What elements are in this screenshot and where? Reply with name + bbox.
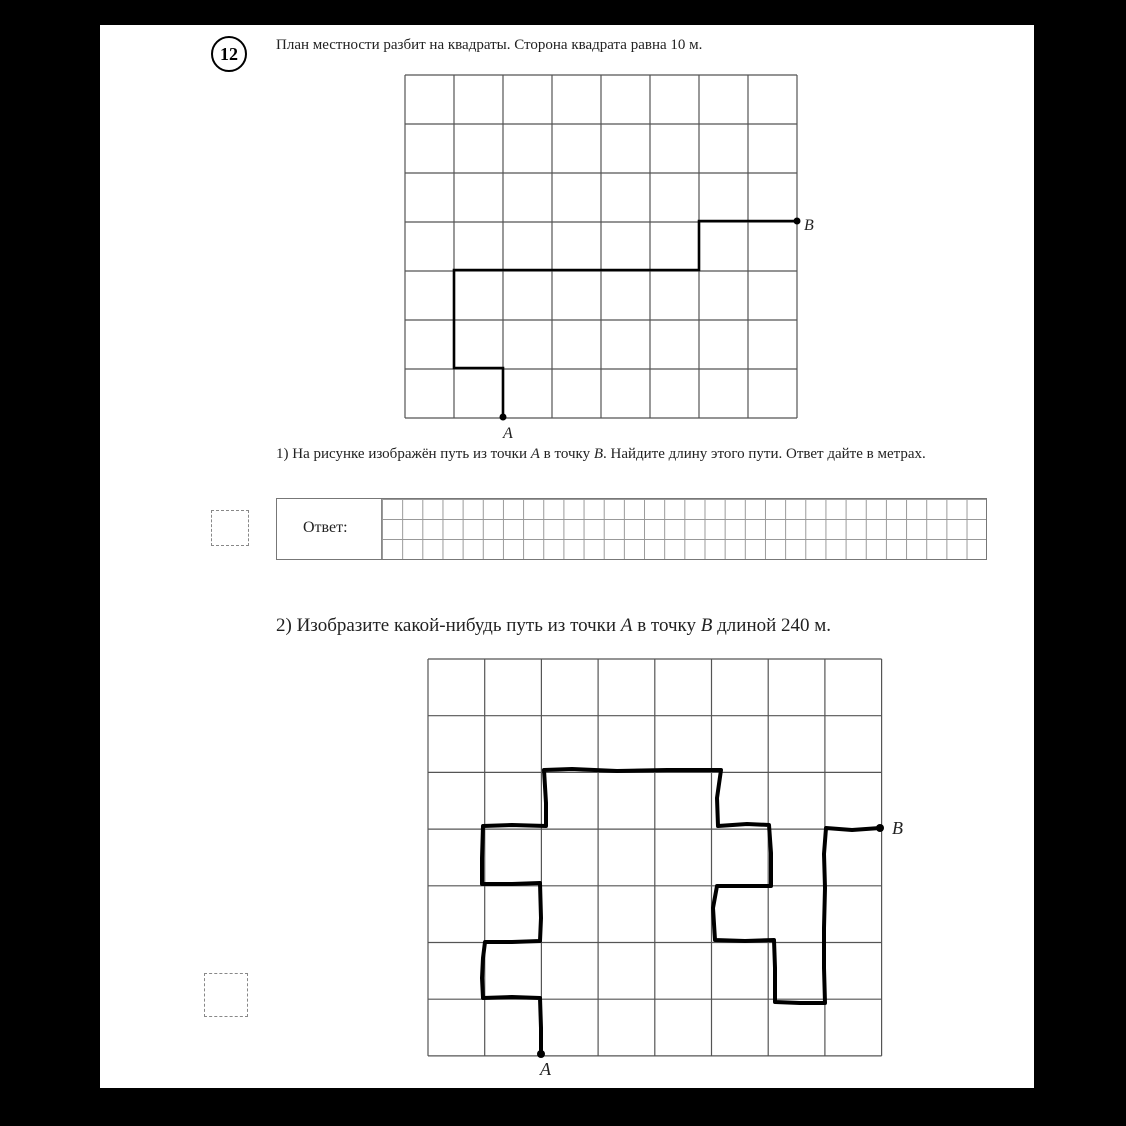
task-title: План местности разбит на квадраты. Сторона квадрата равна 10 м. [276,37,703,53]
figure-1-label-b: B [804,217,814,234]
answer-box [276,498,987,560]
score-box-1[interactable] [211,510,249,546]
score-box-2[interactable] [204,973,248,1017]
task-number-badge [211,36,247,72]
figure-1-label-a: A [503,425,513,442]
question-2-text: 2) Изобразите какой-нибудь путь из точки A в точку B длиной 240 м. [276,615,832,636]
answer-label: Ответ: [303,519,348,536]
point-a-marker-2 [537,1050,545,1058]
question-1-text: 1) На рисунке изображён путь из точки A в точку B. Найдите длину этого пути. Ответ дайте в метрах. [276,446,926,462]
figure-2-label-b: B [892,818,903,838]
point-b-marker-2 [876,824,884,832]
task-number: 12 [220,43,238,64]
figure-2-grid[interactable] [427,658,903,1079]
answer-input-cells[interactable] [381,499,986,559]
exam-page [100,25,1034,1088]
figure-2-label-a: A [540,1059,551,1079]
